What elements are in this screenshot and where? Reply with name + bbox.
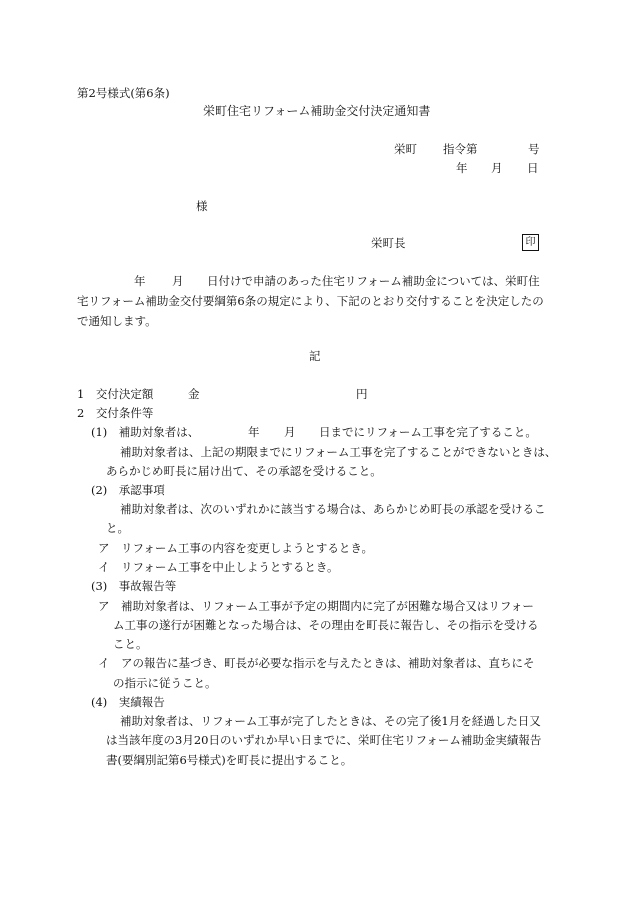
c1-heading-end: 日までにリフォーム工事を完了すること。 [319, 425, 537, 439]
c2-item-i: イ リフォーム工事を中止しようとするとき。 [98, 560, 339, 574]
addressee-honorific: 様 [196, 199, 208, 213]
section1-label: 1 交付決定額 [77, 387, 154, 401]
c3-item-i-line1: イ アの報告に基づき、町長が必要な指示を与えたときは、補助対象者は、直ちにそ [98, 656, 535, 670]
c2-line2: と。 [106, 521, 129, 535]
c2-line1: 補助対象者は、次のいずれかに該当する場合は、あらかじめ町長の承認を受けるこ [120, 502, 546, 516]
body-text-line1: 日付けで申請のあった住宅リフォーム補助金については、栄町住 [207, 274, 540, 288]
c3-item-a-line2: ム工事の遂行が困難となった場合は、その理由を町長に報告し、その指示を受ける [113, 618, 539, 632]
issuer-name: 栄町長 [371, 236, 406, 250]
c2-item-a: ア リフォーム工事の内容を変更しようとするとき。 [98, 541, 373, 555]
c4-line2: は当該年度の3月20日のいずれか早い日までに、栄町住宅リフォーム補助金実績報告 [106, 733, 542, 747]
c4-line3: 書(要綱別記第6号様式)を町長に提出すること。 [106, 753, 353, 767]
document-title: 栄町住宅リフォーム補助金交付決定通知書 [203, 104, 431, 118]
section2-label: 2 交付条件等 [77, 406, 154, 420]
c3-item-a-line1: ア 補助対象者は、リフォーム工事が予定の期間内に完了が困難な場合又はリフォー [98, 599, 534, 613]
body-month: 月 [172, 274, 184, 288]
c3-item-a-line3: こと。 [113, 637, 148, 651]
ki-heading: 記 [309, 349, 321, 363]
body-year: 年 [134, 274, 146, 288]
body-text-line2: 宅リフォーム補助金交付要綱第6条の規定により、下記のとおり交付することを決定したの [77, 294, 544, 308]
c1-month: 月 [284, 425, 296, 439]
c1-line3: あらかじめ町長に届け出て、その承認を受けること。 [106, 464, 382, 478]
c1-heading-start: (1) 補助対象者は、 [91, 425, 200, 439]
c4-heading: (4) 実績報告 [91, 695, 165, 709]
form-number: 第2号様式(第6条) [77, 86, 170, 100]
c1-line2: 補助対象者は、上記の期限までにリフォーム工事を完了することができないときは、 [120, 445, 557, 459]
doc-number-suffix: 号 [528, 142, 540, 156]
c3-heading: (3) 事故報告等 [91, 579, 177, 593]
seal-mark: 印 [522, 234, 539, 251]
doc-number-prefix: 指令第 [443, 142, 478, 156]
section1-currency: 金 [188, 387, 200, 401]
c1-year: 年 [248, 425, 260, 439]
section1-unit: 円 [356, 387, 368, 401]
date-month: 月 [491, 161, 503, 175]
doc-number-town: 栄町 [394, 142, 417, 156]
c3-item-i-line2: の指示に従うこと。 [113, 676, 217, 690]
date-day: 日 [527, 161, 539, 175]
c4-line1: 補助対象者は、リフォーム工事が完了したときは、その完了後1月を経過した日又 [120, 714, 541, 728]
date-year: 年 [456, 161, 468, 175]
body-text-line3: で通知します。 [77, 314, 157, 328]
c2-heading: (2) 承認事項 [91, 483, 165, 497]
